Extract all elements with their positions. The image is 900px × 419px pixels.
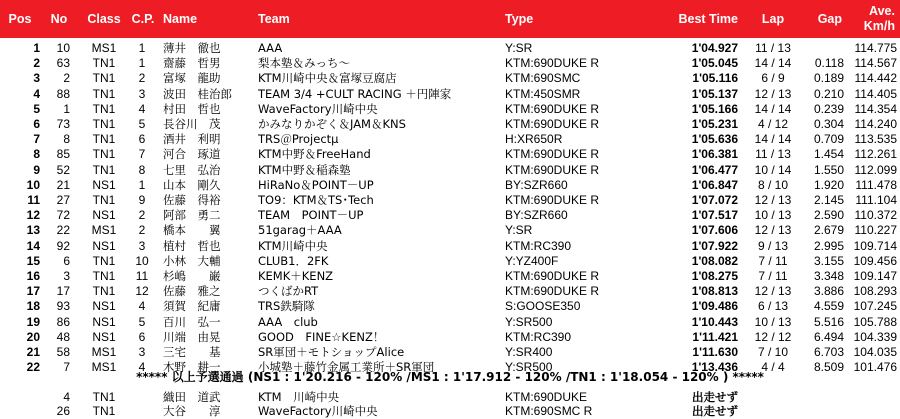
- cell-no: 7: [63, 360, 70, 375]
- cell-lap: 8 / 10: [757, 177, 789, 192]
- cell-name: 橋本 翼: [163, 223, 221, 238]
- cell-pos: 14: [26, 238, 40, 253]
- cell-cp: 2: [138, 223, 146, 238]
- cell-class: TN1: [92, 253, 116, 268]
- cell-class: NS1: [92, 238, 116, 253]
- cell-name: 齋藤 哲男: [163, 56, 221, 71]
- cell-cp: 3: [138, 86, 146, 101]
- cell-gap: [800, 403, 844, 419]
- cell-type: KTM:RC390: [505, 238, 572, 253]
- cell-cp: 4: [138, 299, 146, 314]
- cell-name: 阿部 勇二: [163, 208, 221, 223]
- cell-name: 七里 弘治: [163, 162, 221, 177]
- cell-cp: 6: [138, 132, 146, 147]
- cell-ave-speed: 105.788: [853, 314, 897, 329]
- cell-name: 山本 剛久: [163, 177, 221, 192]
- cell-cp: 6: [138, 329, 146, 344]
- cell-best-time: 出走せず: [692, 404, 738, 418]
- cell-name: 村田 哲也: [163, 101, 221, 116]
- cell-name: 佐藤 雅之: [163, 284, 221, 299]
- cell-class: TN1: [92, 193, 116, 207]
- cell-best-time: 1'06.381: [691, 147, 738, 162]
- cell-lap: 11 / 13: [755, 147, 791, 162]
- cell-no: 86: [56, 314, 70, 329]
- cell-ave-speed: 113.535: [854, 132, 897, 147]
- cell-team: 梨本塾＆みっち～: [258, 56, 350, 71]
- cell-best-time: 1'11.421: [692, 329, 738, 344]
- cell-best-time: 1'05.231: [691, 117, 738, 131]
- cell-no: 10: [56, 41, 70, 55]
- table-row: [0, 283, 900, 299]
- table-row: [0, 40, 900, 56]
- cell-best-time: 1'05.636: [691, 132, 738, 147]
- cell-name: 富塚 龍助: [163, 71, 221, 86]
- cell-name: 三宅 基: [163, 345, 221, 359]
- cell-no: 2: [63, 71, 70, 86]
- cell-name: 須賀 紀庸: [163, 299, 221, 314]
- cell-no: 73: [56, 117, 70, 131]
- cell-ave-speed: 109.147: [853, 269, 897, 283]
- cell-team: AAA club: [258, 314, 318, 329]
- table-row: [0, 238, 900, 254]
- cell-no: 1: [63, 101, 70, 116]
- cell-ave-speed: 109.456: [853, 253, 897, 268]
- cell-lap: 4 / 4: [761, 360, 785, 375]
- table-row: [0, 253, 900, 269]
- table-row: [0, 268, 900, 284]
- cell-ave-speed: 110.372: [854, 208, 897, 223]
- header-lap: Lap: [761, 12, 785, 26]
- cell-pos: 4: [33, 86, 40, 101]
- cell-type: KTM:690DUKE: [505, 390, 588, 404]
- cell-name: 河合 琢道: [163, 147, 221, 162]
- cell-best-time: 1'07.922: [691, 238, 738, 253]
- cell-type: KTM:450SMR: [505, 86, 581, 101]
- cell-ave-speed: 114.775: [854, 41, 897, 55]
- cell-class: MS1: [91, 345, 117, 359]
- table-row: [0, 329, 900, 345]
- cell-pos: 9: [33, 162, 40, 177]
- table-row: [0, 131, 900, 147]
- cell-lap: 12 / 13: [754, 284, 792, 299]
- cell-pos: 8: [33, 147, 40, 162]
- cell-best-time: 1'08.082: [691, 253, 738, 268]
- cell-gap: 0.304: [813, 117, 844, 131]
- cell-type: S:GOOSE350: [505, 299, 581, 314]
- header-cp: C.P.: [131, 12, 155, 26]
- qualifying-note: ***** 以上予選通過 (NS1 : 1'20.216 - 120% /MS1 : 1'17.912 - 120% /TN1 : 1'18.054 - 120% ) *****: [136, 370, 764, 384]
- cell-name: 杉嶋 巌: [163, 269, 221, 283]
- cell-no: 52: [56, 162, 70, 177]
- cell-class: TN1: [92, 390, 116, 404]
- cell-ave-speed: 114.240: [854, 117, 897, 131]
- cell-gap: [800, 40, 844, 56]
- cell-type: KTM:690DUKE R: [505, 101, 600, 116]
- cell-no: 58: [56, 345, 70, 359]
- cell-lap: 7 / 11: [758, 269, 788, 283]
- header-pos: Pos: [8, 12, 32, 26]
- cell-cp: 2: [138, 208, 146, 223]
- cell-no: 6: [63, 253, 70, 268]
- cell-ave-speed: 109.714: [853, 238, 897, 253]
- cell-gap: 8.509: [813, 360, 844, 375]
- header-name: Name: [163, 12, 198, 26]
- cell-team: GOOD FINE☆KENZ！: [258, 329, 385, 344]
- cell-cp: 1: [138, 41, 146, 55]
- table-row: [0, 192, 900, 208]
- cell-team: WaveFactory川崎中央: [258, 404, 378, 418]
- cell-lap: 7 / 11: [758, 253, 788, 268]
- cell-type: Y:SR: [505, 41, 533, 55]
- cell-gap: 0.709: [813, 132, 844, 147]
- cell-no: 17: [56, 284, 70, 299]
- cell-class: NS1: [92, 329, 116, 344]
- cell-name: 川端 由晃: [163, 329, 221, 344]
- cell-pos: 13: [26, 223, 40, 238]
- cell-ave-speed: 114.567: [854, 56, 897, 71]
- table-row: [0, 314, 900, 330]
- cell-pos: 22: [26, 360, 40, 375]
- cell-best-time: 1'07.517: [691, 208, 738, 223]
- cell-type: Y:YZ400F: [505, 253, 559, 268]
- cell-best-time: 1'08.813: [691, 284, 738, 299]
- cell-name: 植村 哲也: [163, 238, 221, 253]
- cell-cp: 12: [135, 284, 149, 299]
- cell-team: CLUB1．2FK: [258, 253, 329, 268]
- cell-cp: 1: [138, 177, 146, 192]
- cell-no: 85: [56, 147, 70, 162]
- cell-ave-speed: 107.245: [853, 299, 897, 314]
- cell-lap: 11 / 13: [755, 41, 791, 55]
- cell-no: 88: [56, 86, 70, 101]
- cell-type: KTM:690DUKE R: [505, 56, 600, 71]
- cell-lap: [748, 403, 798, 419]
- cell-team: TEAM POINT－UP: [258, 208, 364, 223]
- table-row: [0, 101, 900, 117]
- cell-ave-speed: 104.035: [853, 345, 897, 359]
- cell-lap: 12 / 12: [754, 329, 792, 344]
- cell-gap: 1.454: [813, 147, 844, 162]
- cell-pos: 11: [27, 193, 40, 207]
- cell-class: NS1: [92, 299, 116, 314]
- cell-team: KTM 川崎中央: [258, 390, 340, 404]
- cell-gap: 5.516: [813, 314, 844, 329]
- cell-team: つくばかRT: [258, 284, 319, 299]
- cell-team: KEMK＋KENZ: [258, 269, 334, 283]
- cell-best-time: 1'13.436: [691, 360, 738, 375]
- cell-best-time: 1'05.116: [692, 71, 738, 86]
- table-row: [0, 116, 900, 132]
- cell-gap: 6.703: [813, 345, 844, 359]
- table-row: [0, 403, 900, 419]
- cell-lap: 12 / 13: [754, 86, 792, 101]
- cell-ave-speed: 114.354: [854, 101, 897, 116]
- cell-pos: 18: [26, 299, 40, 314]
- cell-class: TN1: [92, 71, 116, 86]
- cell-type: KTM:690DUKE R: [505, 284, 600, 299]
- cell-team: KTM川崎中央: [258, 238, 328, 253]
- cell-gap: 3.155: [813, 253, 844, 268]
- cell-gap: 3.886: [813, 284, 844, 299]
- cell-type: KTM:690DUKE R: [505, 147, 600, 162]
- cell-gap: 1.550: [813, 162, 844, 177]
- cell-best-time: 1'04.927: [691, 41, 738, 55]
- cell-team: 小城塾＋藤竹金属工業所＋SR軍団: [258, 360, 435, 375]
- cell-best-time: 1'05.166: [691, 101, 738, 116]
- cell-ave-speed: 101.476: [853, 360, 897, 375]
- cell-pos: 17: [26, 284, 40, 299]
- cell-class: TN1: [92, 284, 116, 299]
- cell-pos: 21: [26, 345, 40, 359]
- table-row: [0, 344, 900, 360]
- cell-type: KTM:690DUKE R: [505, 193, 600, 207]
- cell-gap: 0.189: [813, 71, 844, 86]
- cell-best-time: 1'05.137: [691, 86, 738, 101]
- cell-name: 織田 道武: [163, 390, 221, 404]
- cell-gap: 4.559: [813, 299, 844, 314]
- table-row: [0, 207, 900, 223]
- cell-class: TN1: [92, 56, 116, 71]
- cell-name: 波田 桂治郎: [163, 86, 232, 101]
- cell-gap: 6.494: [813, 329, 844, 344]
- cell-team: HiRaNo＆POINT－UP: [258, 177, 374, 192]
- cell-gap: 2.145: [813, 193, 844, 207]
- cell-no: 93: [56, 299, 70, 314]
- cell-type: Y:SR: [505, 223, 533, 238]
- cell-best-time: 1'06.847: [691, 177, 738, 192]
- cell-type: Y:SR400: [505, 345, 553, 359]
- cell-lap: 14 / 14: [754, 132, 792, 147]
- cell-name: 木野 耕一: [163, 360, 221, 375]
- cell-type: KTM:690SMC R: [505, 404, 593, 418]
- cell-class: MS1: [91, 360, 117, 375]
- cell-lap: 7 / 10: [757, 345, 789, 359]
- cell-best-time: 1'07.606: [691, 223, 738, 238]
- cell-cp: 1: [138, 56, 146, 71]
- header-ave: Ave.: [869, 4, 895, 18]
- cell-team: TEAM 3/4 +CULT RACING ＋円陣家: [258, 86, 452, 101]
- cell-class: TN1: [92, 132, 116, 147]
- cell-team: KTM中野＆FreeHand: [258, 147, 371, 162]
- cell-best-time: 1'05.045: [691, 56, 738, 71]
- table-row: [0, 177, 900, 193]
- cell-pos: 12: [26, 208, 40, 223]
- table-row: [0, 298, 900, 314]
- header-type: Type: [505, 12, 534, 26]
- cell-class: TN1: [92, 269, 116, 283]
- table-row: [0, 70, 900, 86]
- cell-lap: 10 / 13: [754, 208, 792, 223]
- cell-pos: 7: [33, 132, 40, 147]
- cell-pos: 15: [26, 253, 40, 268]
- cell-gap: 3.348: [813, 269, 844, 283]
- cell-ave-speed: 104.339: [853, 329, 897, 344]
- cell-no: 27: [56, 193, 70, 207]
- cell-lap: 14 / 14: [754, 101, 792, 116]
- cell-lap: 12 / 13: [754, 223, 792, 238]
- cell-name: 大谷 淳: [163, 404, 221, 418]
- cell-class: TN1: [92, 117, 116, 131]
- cell-best-time: 1'11.630: [692, 345, 738, 359]
- cell-lap: 4 / 12: [757, 117, 789, 131]
- cell-team: かみなりかぞく＆JAM＆KNS: [258, 117, 406, 131]
- cell-class: MS1: [91, 223, 117, 238]
- cell-class: NS1: [92, 177, 116, 192]
- cell-name: 長谷川 茂: [163, 117, 221, 131]
- header-kmh: Km/h: [863, 19, 895, 33]
- cell-ave-speed: 111.478: [855, 177, 897, 192]
- cell-cp: 3: [138, 345, 146, 359]
- cell-class: TN1: [92, 147, 116, 162]
- cell-ave-speed: 110.227: [854, 223, 897, 238]
- cell-cp: 4: [138, 360, 146, 375]
- cell-no: 22: [56, 223, 70, 238]
- cell-type: BY:SZR660: [505, 177, 568, 192]
- cell-cp: 5: [138, 314, 146, 329]
- cell-type: KTM:690DUKE R: [505, 117, 600, 131]
- cell-best-time: 1'08.275: [691, 269, 738, 283]
- cell-team: TO9：KTM＆TS･Tech: [258, 193, 374, 207]
- cell-name: 薄井 徹也: [163, 41, 221, 55]
- cell-lap: 6 / 13: [757, 299, 789, 314]
- cell-cp: 2: [138, 71, 146, 86]
- cell-lap: 14 / 14: [754, 56, 792, 71]
- cell-cp: 10: [135, 253, 149, 268]
- cell-team: TRS鉄騎隊: [258, 299, 315, 314]
- cell-ave-speed: 111.104: [855, 193, 897, 207]
- header-class: Class: [87, 12, 121, 26]
- cell-type: KTM:RC390: [505, 329, 572, 344]
- cell-ave-speed: 114.442: [854, 71, 897, 86]
- cell-pos: 20: [26, 329, 40, 344]
- cell-no: 21: [56, 177, 70, 192]
- table-header: [0, 0, 900, 38]
- cell-best-time: 1'10.443: [691, 314, 738, 329]
- cell-gap: 0.210: [813, 86, 844, 101]
- cell-cp: 4: [138, 101, 146, 116]
- cell-no: 63: [56, 56, 70, 71]
- cell-best-time: 1'06.477: [691, 162, 738, 177]
- cell-pos: 16: [26, 269, 40, 283]
- cell-no: 8: [63, 132, 70, 147]
- cell-lap: 10 / 13: [754, 314, 792, 329]
- cell-type: Y:SR500: [505, 360, 553, 375]
- cell-pos: 10: [26, 177, 40, 192]
- cell-class: MS1: [91, 41, 117, 55]
- cell-lap: 10 / 14: [754, 162, 792, 177]
- cell-ave-speed: 114.405: [854, 86, 897, 101]
- header-no: No: [50, 12, 68, 26]
- cell-no: 4: [63, 390, 70, 404]
- cell-lap: 12 / 13: [754, 193, 792, 207]
- cell-pos: 19: [26, 314, 40, 329]
- cell-pos: 3: [33, 71, 40, 86]
- cell-class: TN1: [92, 101, 116, 116]
- cell-cp: 5: [138, 117, 146, 131]
- cell-no: 3: [63, 269, 70, 283]
- cell-name: 小林 大輔: [163, 253, 221, 268]
- cell-no: 26: [56, 404, 70, 418]
- table-row: [0, 222, 900, 238]
- cell-ave-speed: 112.099: [854, 162, 897, 177]
- cell-best-time: 1'09.486: [691, 299, 738, 314]
- cell-gap: 2.995: [813, 238, 844, 253]
- cell-cp: [130, 403, 154, 419]
- cell-team: SR軍団＋モトショップAlice: [258, 345, 405, 359]
- cell-class: TN1: [92, 162, 116, 177]
- cell-no: 72: [56, 208, 70, 223]
- cell-name: 百川 弘一: [163, 314, 221, 329]
- cell-gap: 0.239: [813, 101, 844, 116]
- cell-pos: [0, 403, 40, 419]
- cell-lap: 9 / 13: [757, 238, 789, 253]
- header-gap: Gap: [817, 12, 842, 26]
- cell-pos: 1: [33, 41, 40, 55]
- cell-class: NS1: [92, 208, 116, 223]
- cell-cp: 11: [135, 269, 149, 283]
- cell-gap: 0.118: [814, 56, 844, 71]
- header-team: Team: [258, 12, 290, 26]
- cell-cp: 8: [138, 162, 146, 177]
- cell-type: H:XR650R: [505, 132, 563, 147]
- cell-class: TN1: [92, 404, 116, 418]
- cell-team: AAA: [258, 41, 283, 55]
- cell-gap: 1.920: [813, 177, 844, 192]
- cell-no: 48: [56, 329, 70, 344]
- cell-no: 92: [56, 238, 70, 253]
- cell-class: NS1: [92, 314, 116, 329]
- cell-pos: 2: [33, 56, 40, 71]
- cell-ave-speed: 108.293: [853, 284, 897, 299]
- cell-pos: 5: [33, 101, 40, 116]
- cell-best-time: 出走せず: [692, 390, 738, 404]
- cell-pos: 6: [33, 117, 40, 131]
- table-row: [0, 146, 900, 162]
- cell-ave-speed: [845, 403, 897, 419]
- cell-team: WaveFactory川崎中央: [258, 101, 378, 116]
- cell-team: KTM中野＆稲森塾: [258, 162, 351, 177]
- cell-team: 51garag＋AAA: [258, 223, 342, 238]
- cell-best-time: 1'07.072: [691, 193, 738, 207]
- table-row: [0, 86, 900, 102]
- table-row: [0, 55, 900, 71]
- table-row: [0, 162, 900, 178]
- cell-cp: 9: [138, 193, 146, 207]
- header-best-time: Best Time: [678, 12, 738, 26]
- cell-type: Y:SR500: [505, 314, 553, 329]
- cell-type: KTM:690DUKE R: [505, 269, 600, 283]
- cell-lap: 6 / 9: [761, 71, 785, 86]
- cell-team: KTM川崎中央＆富塚豆腐店: [258, 71, 397, 86]
- cell-type: BY:SZR660: [505, 208, 568, 223]
- cell-class: TN1: [92, 86, 116, 101]
- cell-name: 酒井 利明: [163, 132, 221, 147]
- cell-ave-speed: 112.261: [854, 147, 897, 162]
- cell-cp: 3: [138, 238, 146, 253]
- cell-gap: 2.590: [813, 208, 844, 223]
- cell-type: KTM:690DUKE R: [505, 162, 600, 177]
- cell-type: KTM:690SMC: [505, 71, 581, 86]
- cell-gap: 2.679: [813, 223, 844, 238]
- cell-cp: 7: [138, 147, 146, 162]
- cell-team: TRS＠Projectμ: [258, 132, 339, 147]
- cell-name: 佐藤 得裕: [163, 193, 221, 207]
